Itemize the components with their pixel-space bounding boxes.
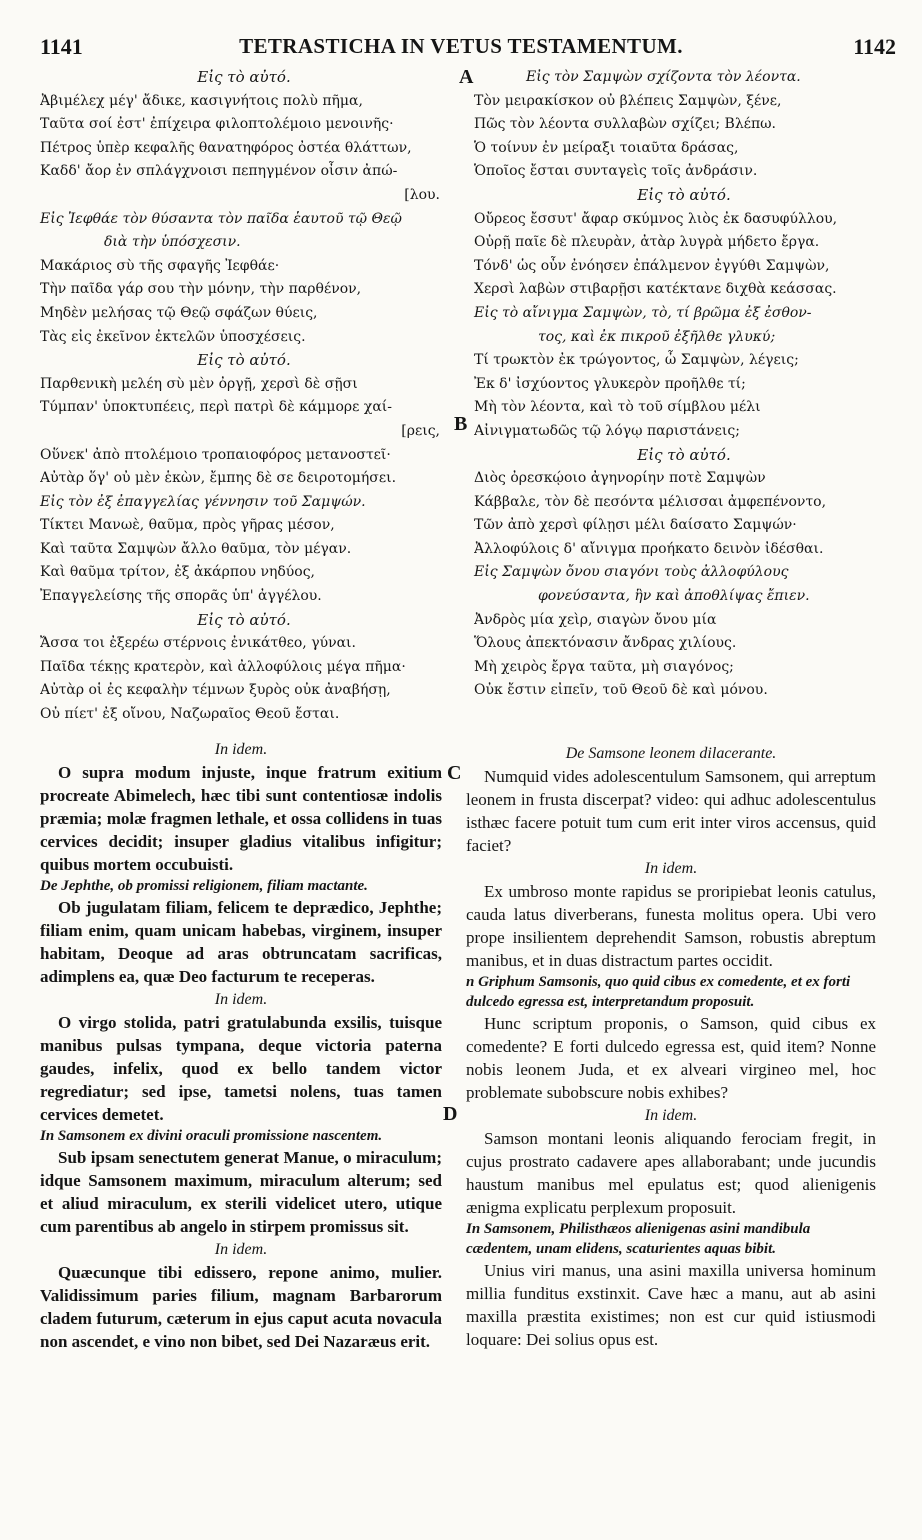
- greek-heading-cont: φονεύσαντα, ἣν καὶ ἀποθλίψας ἔπιεν.: [538, 588, 810, 605]
- margin-letter-b: B: [454, 413, 468, 435]
- greek-epigram: [40, 255, 448, 349]
- greek-epigram: [40, 373, 448, 491]
- latin-paragraph: O virgo stolida, patri gratulabunda exsilis, tuisque manibus pulsas tympana, deque victoria paterna gaudes, infelix, quod ex bello tandem victor regrediatur; sed ipse, tametsi nolens, tuas tamen cervices demetet.: [40, 1013, 442, 1124]
- greek-verse: Παρθενικὴ μελέη σὺ μὲν ὀργῇ, χερσὶ δὲ σῇσι: [40, 375, 358, 392]
- latin-heading: In Samsonem ex divini oraculi promissione nascentem.: [40, 1128, 383, 1144]
- latin-paragraph: Ex umbroso monte rapidus se proripiebat leonis catulus, cauda latus diverberans, funesta molitus opera. Ubi vero prope insilientem deprehendit Samson, robustis abreptum manibus, et in duas distractum partes occidit.: [466, 882, 876, 970]
- greek-verse: Τὸν μειρακίσκον οὐ βλέπεις Σαμψὼν, ξένε,: [474, 92, 782, 109]
- greek-verse: Οὔρεος ἔσσυτ' ἄφαρ σκύμνος λιὸς ἐκ δασυφύλλου,: [474, 210, 838, 227]
- greek-verse: Καὶ θαῦμα τρίτον, ἐξ ἀκάρπου νηδύος,: [40, 564, 316, 581]
- greek-epigram: [40, 90, 448, 208]
- greek-verse: Ταῦτα σοί ἐστ' ἐπίχειρα φιλοπτολέμοιο μενοινῆς·: [40, 116, 394, 133]
- latin-title: In idem.: [214, 741, 268, 758]
- greek-heading: Εἰς Σαμψὼν ὄνου σιαγόνι τοὺς ἀλλοφύλους: [474, 564, 789, 581]
- greek-verse: Οὐρῇ παῖε δὲ πλευρὰν, ἀτὰρ λυγρὰ μήδετο ἔργα.: [474, 234, 820, 251]
- greek-verse: Μηδὲν μελήσας τῷ Θεῷ σφάζων θύεις,: [40, 304, 318, 321]
- latin-heading: De Jephthe, ob promissi religionem, filiam mactante.: [40, 878, 368, 894]
- latin-paragraph: Quæcunque tibi edissero, repone animo, mulier. Validissimum paries filium, magnam Barbarorum cladem futurum, cæterum in ejus caput acuta novacula non ascendet, e vino non bibet, sed Dei Nazaræus erit.: [40, 1263, 442, 1351]
- greek-epigram: [474, 609, 894, 703]
- greek-verse: Οὐκ ἔστιν εἰπεῖν, τοῦ Θεοῦ δὲ καὶ μόνου.: [474, 682, 768, 699]
- greek-epigram: [40, 632, 448, 726]
- greek-verse: Τῶν ἀπὸ χερσὶ φίλῃσι μέλι δαίσατο Σαμψών·: [474, 517, 797, 534]
- greek-verse: Πέτρος ὑπὲρ κεφαλῆς θανατηφόρος ὀστέα θλάττων,: [40, 139, 412, 156]
- greek-verse: Ὁποῖος ἔσται συνταγεὶς τοῖς ἀνδράσιν.: [474, 163, 758, 180]
- latin-paragraph: Samson montani leonis aliquando ferociam fregit, in cujus prostrato cadavere apes allaborabant; unde jucundis haustum manibus mel epulatus est; quod alienigenis ænigma explicatu perplexum proposuit.: [466, 1129, 876, 1217]
- greek-verse: Αὐτὰρ οἱ ἐς κεφαλὴν τέμνων ξυρὸς οὐκ ἀναβήσῃ,: [40, 682, 391, 699]
- greek-verse-tail: [λου.: [404, 186, 440, 203]
- latin-title: In idem.: [644, 1107, 698, 1124]
- greek-heading: Εἰς Ἰεφθάε τὸν θύσαντα τὸν παῖδα ἑαυτοῦ τῷ Θεῷ: [40, 210, 402, 227]
- latin-paragraph: Unius viri manus, una asini maxilla universa hominum millia funditus exstinxit. Cave hæc a manu, aut ab asini maxilla præstita existimes; non est cur quid istiusmodi loquare: Dei solius opus est.: [466, 1261, 876, 1349]
- latin-paragraph: Ob jugulatam filiam, felicem te deprædico, Jephthe; filiam enim, quam unicam habebas, virginem, insuper habitam, Deoque ad aras obtruncatam sacrificas, adimplens ea, quæ Deo facturum te receperas.: [40, 898, 442, 986]
- greek-title: Εἰς τὸ αὐτό.: [637, 445, 731, 464]
- greek-verse: Μὴ τὸν λέοντα, καὶ τὸ τοῦ σίμβλου μέλι: [474, 399, 761, 416]
- greek-epigram: [474, 467, 894, 561]
- greek-verse: Ὅλους ἀπεκτόνασιν ἄνδρας χιλίους.: [474, 635, 737, 652]
- greek-verse: Ἐπαγγελείσης τῆς σπορᾶς ὑπ' ἀγγέλου.: [40, 588, 322, 605]
- greek-verse: Τύμπαν' ὑποκτυπέεις, περὶ πατρὶ δὲ κάμμορε χαί-: [40, 399, 393, 416]
- greek-verse: Ἀνδρὸς μία χεὶρ, σιαγὼν ὄνου μία: [474, 611, 717, 628]
- greek-title: Εἰς τὸ αὐτό.: [197, 610, 291, 629]
- greek-heading-cont: διὰ τὴν ὑπόσχεσιν.: [104, 234, 241, 251]
- greek-heading: Εἰς τὸ αἴνιγμα Σαμψὼν, τὸ, τί βρῶμα ἐξ ἐσθον-: [474, 304, 812, 321]
- greek-verse: Ἄσσα τοι ἐξερέω στέρνοις ἐνικάτθεο, γύναι.: [40, 635, 356, 652]
- greek-heading: Εἰς τὸν ἐξ ἐπαγγελίας γέννησιν τοῦ Σαμψών.: [40, 493, 366, 510]
- latin-paragraph: Sub ipsam senectutem generat Manue, o miraculum; idque Samsonem maximum, miraculum alterum; sed et aliud miraculum, ex sterili videlicet utero, utique cum parentibus ab angelo in stirpem promissus sit.: [40, 1148, 442, 1236]
- greek-epigram: [474, 90, 894, 184]
- greek-verse: Τίκτει Μανωὲ, θαῦμα, πρὸς γῆρας μέσον,: [40, 517, 335, 534]
- running-header: [0, 34, 922, 64]
- greek-verse: Τόνδ' ὡς οὖν ἐνόησεν ἐπάλμενον ἐγγύθι Σαμψὼν,: [474, 257, 830, 274]
- latin-column-right: [466, 742, 876, 1351]
- greek-verse: Χερσὶ λαβὼν στιβαρῇσι κατέκτανε διχθὰ κεάσσας.: [474, 281, 837, 298]
- page-number-left: 1141: [40, 34, 83, 59]
- greek-heading: Εἰς τὸν Σαμψὼν σχίζοντα τὸν λέοντα.: [526, 69, 801, 85]
- greek-heading-cont: τος, καὶ ἐκ πικροῦ ἐξῆλθε γλυκύ;: [538, 328, 776, 345]
- greek-title: Εἰς τὸ αὐτό.: [197, 351, 291, 370]
- latin-title: In idem.: [644, 860, 698, 877]
- greek-verse: Μὴ χειρὸς ἔργα ταῦτα, μὴ σιαγόνος;: [474, 658, 734, 675]
- greek-verse: Οὐ πίετ' ἐξ οἴνου, Ναζωραῖος Θεοῦ ἔσται.: [40, 706, 340, 723]
- greek-verse-tail: [ρεις,: [401, 422, 440, 439]
- greek-verse: Καὶ ταῦτα Σαμψὼν ἄλλο θαῦμα, τὸν μέγαν.: [40, 540, 352, 557]
- greek-verse: Παῖδα τέκῃς κρατερὸν, καὶ ἀλλοφύλοις μέγα πῆμα·: [40, 658, 406, 675]
- greek-verse: Ὁ τοίνυν ἐν μείραξι τοιαῦτα δράσας,: [474, 139, 739, 156]
- latin-paragraph: Numquid vides adolescentulum Samsonem, qui arreptum leonem in frusta discerpat? video: qui adhuc adolescentulus isthæc facere potuit tum cum erit inter viros accensus, quid faciet?: [466, 767, 876, 855]
- latin-heading: n Griphum Samsonis, quo quid cibus ex comedente, et ex forti dulcedo egressa est, interpretandum proposuit.: [466, 974, 851, 1010]
- greek-verse: Ἀλλοφύλοις δ' αἴνιγμα προήκατο δεινὸν ἰδέσθαι.: [474, 540, 824, 557]
- greek-verse: Αὐτὰρ ὅγ' οὐ μὲν ἑκὼν, ἔμπης δὲ σε δειροτομήσει.: [40, 470, 397, 487]
- running-title: TETRASTICHA IN VETUS TESTAMENTUM.: [239, 34, 683, 58]
- latin-paragraph: Hunc scriptum proponis, o Samson, quid cibus ex comedente? E forti dulcedo egressa est, quid item? Nonne nobis leonem Juda, et ex alveari virgineo mel, hoc problemate subobscure nobis exhibes?: [466, 1014, 876, 1102]
- greek-verse: Τὴν παῖδα γάρ σου τὴν μόνην, τὴν παρθένον,: [40, 281, 362, 298]
- greek-verse: Τὰς εἰς ἐκεῖνον ἐκτελῶν ὑποσχέσεις.: [40, 328, 306, 345]
- latin-paragraph: O supra modum injuste, inque fratrum exitium procreate Abimelech, hæc tibi sunt contentiosæ indolis præmia; molæ fragmen lethale, et ossa collidens in tuas cervices decidit; insuper gladius vitalibus infigitur; quibus mortem occubuisti.: [40, 763, 442, 874]
- latin-title: In idem.: [214, 1241, 268, 1258]
- margin-letter-c: C: [447, 762, 462, 784]
- latin-title: In idem.: [214, 991, 268, 1008]
- greek-epigram: [40, 514, 448, 608]
- greek-column-right: [474, 66, 894, 703]
- greek-title: Εἰς τὸ αὐτό.: [637, 185, 731, 204]
- greek-epigram: [474, 349, 894, 443]
- latin-heading: In Samsonem, Philisthæos alienigenas asini mandibula cædentem, unam elidens, scaturientes aquas bibit.: [466, 1221, 811, 1257]
- greek-epigram: [474, 208, 894, 302]
- latin-column-left: [40, 738, 442, 1353]
- page-number-right: 1142: [853, 34, 896, 59]
- greek-verse: Καδδ' ἄορ ἐν σπλάγχνοισι πεπηγμένον οἶσιν ἀπώ-: [40, 163, 398, 180]
- greek-verse: Ἐκ δ' ἰσχύοντος γλυκερὸν προῆλθε τί;: [474, 375, 746, 392]
- greek-column-left: [40, 66, 448, 727]
- greek-title: Εἰς τὸ αὐτό.: [197, 68, 291, 86]
- greek-verse: Διὸς ὀρεσκῴοιο ἀγηνορίην ποτὲ Σαμψὼν: [474, 470, 766, 487]
- greek-verse: Πῶς τὸν λέοντα συλλαβὼν σχίζει; Βλέπω.: [474, 116, 777, 133]
- greek-verse: Μακάριος σὺ τῆς σφαγῆς Ἰεφθάε·: [40, 257, 280, 274]
- margin-letter-a: A: [459, 66, 474, 88]
- greek-verse: Ἀβιμέλεχ μέγ' ἄδικε, κασιγνήτοις πολὺ πῆμα,: [40, 92, 363, 109]
- margin-letter-d: D: [443, 1103, 458, 1125]
- latin-heading: De Samsone leonem dilacerante.: [565, 745, 777, 762]
- greek-verse: Αἰνιγματωδῶς τῷ λόγῳ παριστάνεις;: [474, 422, 740, 439]
- greek-verse: Τί τρωκτὸν ἐκ τρώγοντος, ὦ Σαμψὼν, λέγεις;: [474, 352, 799, 369]
- greek-verse: Κάββαλε, τὸν δὲ πεσόντα μέλισσαι ἀμφεπένοντο,: [474, 493, 827, 510]
- greek-verse: Οὕνεκ' ἀπὸ πτολέμοιο τροπαιοφόρος μετανοστεῖ·: [40, 446, 391, 463]
